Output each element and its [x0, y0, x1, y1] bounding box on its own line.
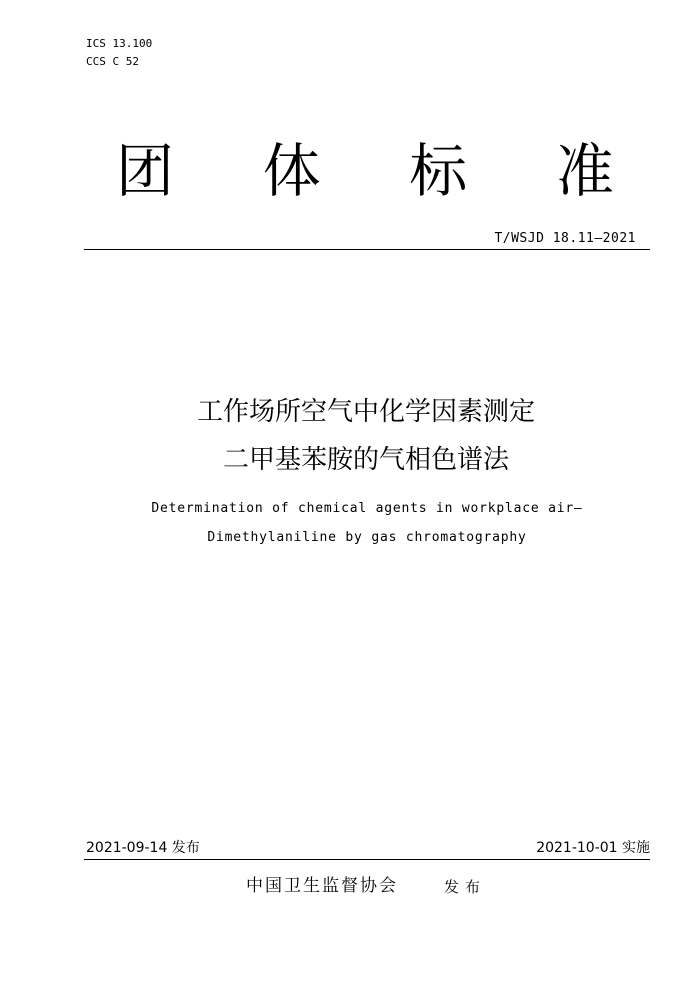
issuer-action: 发布	[444, 878, 487, 896]
standard-type-char: 团	[115, 137, 174, 205]
standard-number: T/WSJD 18.11—2021	[494, 231, 636, 246]
title-chinese-line-1: 工作场所空气中化学因素测定	[196, 397, 535, 427]
title-chinese-line-2: 二甲基苯胺的气相色谱法	[222, 445, 509, 475]
bottom-divider	[84, 859, 650, 860]
title-english-line-2: Dimethylaniline by gas chromatography	[207, 530, 527, 545]
standard-type-heading	[110, 138, 620, 204]
issuer-name: 中国卫生监督协会	[246, 876, 398, 896]
implementation-date: 2021-10-01 实施	[536, 840, 650, 856]
ics-code: ICS 13.100	[86, 37, 153, 50]
standard-type-char: 体	[262, 137, 321, 205]
top-divider	[84, 249, 650, 250]
standard-type-char: 准	[555, 137, 614, 205]
issue-date: 2021-09-14 发布	[86, 840, 200, 856]
standard-type-char: 标	[409, 137, 468, 205]
title-english-line-1: Determination of chemical agents in workplace air—	[151, 501, 583, 516]
ccs-code: CCS C 52	[86, 55, 139, 68]
